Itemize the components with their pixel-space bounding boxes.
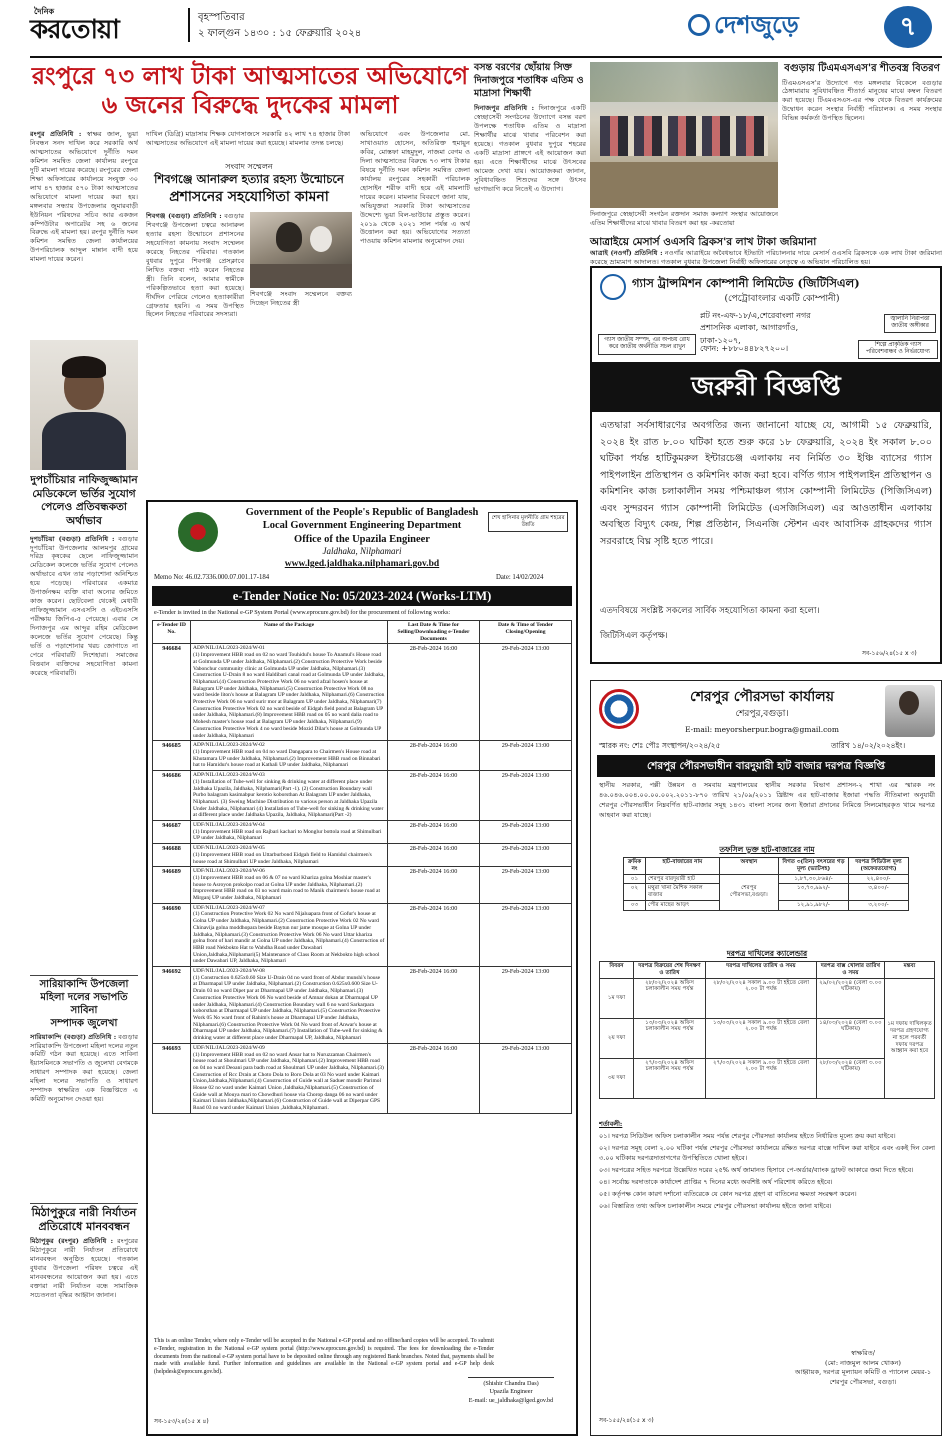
sherpur-notice (590, 680, 942, 1436)
table1-header-row (624, 858, 909, 875)
table2-caption: দরপত্র দাখিলের ক্যালেন্ডার (726, 949, 808, 958)
story-3-dateline: মিঠাপুকুর (রংপুর) প্রতিনিধি : (30, 1237, 114, 1246)
table-cell: 28-Feb-2024 16:00 (388, 844, 480, 867)
table-cell: ২৮/০২/২০২৪ অফিস চলাকালীন সময় পর্যন্ত (634, 978, 706, 1018)
table-cell: 946688 (153, 844, 191, 867)
tender-date: Date: 14/02/2024 (496, 574, 544, 581)
portrait-face (899, 691, 919, 715)
table-cell: 29-Feb-2024 13:00 (480, 644, 572, 741)
table-cell: UDF/NIL/JAL/2023-2024/W-07 (1) Construction Protective Work 02 No ward Nijaluapara front of Gofur's house at Golna UP under Jaldhaka, Nilphamari.(2) Construction Protective Work 02 No ward Chinavija golna moddhopara beside Baytun nur jame mosque at Golna UP under Jaldhaka, Nilphamari.(3) Construction Protective Work 06 No ward Uttar khariza golna front of hari mandir at Golna UP under Jaldhaka, Nilphamari.(4) Construction of HBB road Nekbokto Hat to Wahdha Road under Dawabari Union,Jaldhaka,Nilphamari(5) Maintenance of Class Room at Nekbokto high school under Dawabari UP, Jaldhaka, Nilphamari (191, 903, 388, 966)
fine-story (590, 236, 942, 266)
gtcl-slogan-right-1: জ্বালানি নিরাপত্তা জাতীয় অঙ্গীকার (884, 314, 936, 333)
story-1-headline: দুপচাঁচিয়ার নাফিজুজ্জামান মেডিকেলে ভর্তির সুযোগ পেলেও প্রতিবন্ধকতা অর্থাভাব (30, 474, 138, 532)
gtcl-logo (600, 274, 626, 300)
fine-body (590, 249, 942, 267)
term-item: ০৪। সর্বোচ্চ দরদাতাকে কার্যাদেশ প্রাপ্তির ৭ দিনের মধ্যে অবশিষ্ট অর্থ পরিশোধ করিতে হইবে। (599, 1178, 833, 1187)
table-cell: 29-Feb-2024 13:00 (480, 967, 572, 1044)
sherpur-memo: স্মারক নং: শেঃ পৌঃ সংস্থাপন/২০২৪/২৫ (599, 741, 721, 750)
seminar-caption-text: শিবগঞ্জে সংবাদ সম্মেলনে বক্তব্য দিচ্ছেন নিহতের স্ত্রী (250, 290, 352, 307)
story-1-body (30, 535, 138, 975)
table-cell: 28-Feb-2024 16:00 (388, 903, 480, 966)
table-cell: 946685 (153, 741, 191, 771)
table1-header: হাট-বাজারের নাম (646, 858, 720, 875)
table-cell: ১২,৯১,৯৮২/- (779, 901, 849, 911)
table-cell: 946686 (153, 771, 191, 821)
gtcl-notice (590, 266, 942, 664)
gtcl-title-bar (592, 362, 940, 412)
table-cell: ADP/NIL/JAL/2023-2024/W-01 (1) Improvement HBB road on 02 no ward Touhidul's house To Anamul's House road at Golmunda UP under Jaldhaka, Nilphamari.(2) Construction Protective Work beside Vabonchur community clinic at Golmunda UP under Jaldhaka, Nilphamari.(3) Construction U-Drain 8 no ward Haldibari canal road at Golmunda UP under Jaldhaka, Nilphamari.(4) Construction Protective Work 06 no ward afzal hosen's house at Balagram UP under Jaldhaka, Nilphamari.(5) Construction Protective Work 08 no ward beside liton's house at Balagram UP under Jaldhaka, Nilphamari.(6) Construction Protective Work 06 no ward surir mor at Balagram UP under Jaldhaka, Nilphamari(7) Construction Protective Work 02 no ward beside of Eidgah field pond at Balagram UP under Jaldhaka, Nilphamari.(8) Improvement HBB road on 05 no ward dalia road to Mohesh master's house road at Balagram UP under Jaldhaka, Nilphamari.(9) Construction Protective Work 4 no ward beside Mozid Dilar's house at Golmunda UP under Jaldhaka, Nilphamari (191, 644, 388, 741)
lead-body: স্বাক্ষর জাল, ভুয়া নিবন্ধন সনদ দাখিল করে সরকারি অর্থ আত্মসাতের অভিযোগে দুর্নীতি দমন কমিশন সমন্বিত জেলা কার্যালয় রংপুরে দুটি মামলা দায়ের করেছে। রংপুরের জেলা শিক্ষা অফিসারের কার্যালয়ে সংযুক্ত ৩০ লাখ ৪৭ হাজার ৫৭০ টাকা আত্মসাতের অভিযোগে মামলা দায়ের করা হয়। মঙ্গলবার সন্ধ্যায় উপজেলার জুমারবাড়ী ইউনিয়ন পরিষদের সচিব আর একজন কম্পিউটার অপারেটর সহ ৬ জনের বিরুদ্ধে এই মামলা হয়। রংপুর দুর্নীতি দমন কমিশন সমন্বিত জেলা কার্যালয়ের উপপরিচালক আব্দুল মান্নান বাদী হয়ে মামলা দায়ের করেন। (30, 130, 138, 264)
calendar-table (599, 961, 935, 1099)
masthead-divider (188, 8, 190, 42)
sherpur-office: শেরপুর পৌরসভা কার্যালয় (690, 689, 834, 705)
seminar-photo (250, 212, 352, 288)
tmss-headline: বগুড়ায় টিএমএসএস'র শীতবস্ত্র বিতরণ (784, 63, 940, 74)
table-cell: 29-Feb-2024 13:00 (480, 821, 572, 844)
table-cell: UDF/NIL/JAL/2023-2024/W-09 (1) Improvement HBB road on 02 no ward Ansar hat to Nuruzzaman Chairmen's house road at Shoulmari UP under Jaldhaka, Nilphamari.(2) Improvement HBB road on 04 no ward Deoani para badh road at Shoulmari UP under Jaldhaka, Nilphamari.(3) Construction of Rcc Drain at Choto Dola to Boro Dola at 03 No ward under Kaimari Union,Jaldhaka,Nilphamari.(4) Construction of Guide wall at Saduer mondir Parimol House 02 no ward under Kaimari Union ,Jaldhaka,Nilphamari.(5) Construction of Guide wall at Mouya mari to Chowdhuri house via Chorop danga 06 no ward under Kaimari Union Jaldhaka,Nilphamari.(6) Construction of Guide wall at Diperpar GPS Road 03 no ward under Kaimari Union ,Jaldhaka,Nilphamari. (191, 1043, 388, 1113)
table1-header: দরপত্র সিডিউল মূল্য (অফেরতযোগ্য) (849, 858, 909, 875)
table-row (153, 844, 572, 867)
tender-sign-name: (Shishir Chandra Das) (483, 1380, 539, 1387)
seminar-caption (250, 290, 352, 360)
table-row (153, 967, 572, 1044)
tender-title-bar (152, 586, 572, 606)
tender-footer: This is an online Tender, where only e-Tender will be accepted in the National e-GP portal and no offline/hard copies will be accepted. To submit e-Tender, registration in the National e-GP system portal (http://www.eprocure.gov.bd) is required. The fees for downloading the e-Tender documents from the national e-GP system portal have to be deposited online through any registered Bank branches. Noted that, payments shall be made with available fund. Further information and guidelines are available in the National e-GP system portal and e-GP help desk (helpdesk@eprocure.gov.bd). (154, 1338, 494, 1376)
story-3-body (30, 1237, 138, 1447)
table-cell: ৩,২০০/- (849, 901, 909, 911)
seminar-headline-1: শিবগঞ্জে আনারুল হত্যার রহস্য উন্মোচনে (154, 172, 344, 187)
mujib-portrait (885, 685, 935, 737)
table-cell: 29-Feb-2024 13:00 (480, 771, 572, 821)
tender-header-cell: Date & Time of Tender Closing/Opening (480, 621, 572, 644)
table-cell: 946690 (153, 903, 191, 966)
table-cell: ৩,৪০০/- (849, 884, 909, 901)
table-row (600, 1058, 935, 1098)
table1-header: বিগত ৩(তিন) বৎসরের গড় মূল্য (ভ্যাটসহ) (779, 858, 849, 875)
tender-header-cell: Name of the Package (191, 621, 388, 644)
lead-column-3 (360, 130, 470, 532)
seminar-body-left (146, 212, 244, 382)
sherpur-town: শেরপুর,বগুড়া। (735, 709, 789, 719)
table-cell: ০৩ (624, 901, 646, 911)
table-cell: UDF/NIL/JAL/2023-2024/W-04 (1) Improvement HBB road on Rajbari kachari to Monglur bottola road at Shimulbari UP under Jaldhaka, Nilphamari (191, 821, 388, 844)
lged-logo (178, 512, 218, 552)
table-cell: ০১ (624, 874, 646, 884)
tree-shape (590, 62, 778, 102)
table-cell: 29-Feb-2024 13:00 (480, 844, 572, 867)
table-shape (250, 264, 352, 288)
table-cell: ADP/NIL/JAL/2023-2024/W-03 (1) Installation of Tube-well for sinking & drinking water at different place under Jaldhaka Upazila, Jaldhaka, Nilphamari(Part -1). (2) Construction Boundary wall Purbo balagram kasimabpur kerotio koborsthan At Balagram UP under Jaldhaka, Nilphamari. (3) Sweing Machine Distribution to various person at Jaldhaka Upazila Under Jaldhaka, Nilphamari (4) Installation of Tube-well for sinking & drinking water at different place under Jaldhaka Upazila, Jaldhaka, Nilphamari(Part -2) (191, 771, 388, 821)
tender-web: www.lged.jaldhaka.nilphamari.gov.bd (284, 558, 440, 569)
hat-bazar-table (623, 857, 909, 911)
table-cell: 946692 (153, 967, 191, 1044)
tender-notice (146, 500, 578, 1436)
table-cell: ১৩/০৩/২০২৪ সকাল ৯.০০ টা হইতে বেলা ২.০০ টা পর্যন্ত (706, 1018, 817, 1058)
term-item: ০৬। বিস্তারিত তথ্য অফিস চলাকালীন সময়ে শেরপুর পৌরসভা কার্যালয় হইতে জানা যাইবে। (599, 1202, 832, 1211)
gtcl-phone: ফোন: +৮৮০৪৪৮২৭২০০। (700, 344, 789, 353)
story-3-text: রংপুরের মিঠাপুকুরে নারী নির্যাতন প্রতিরোধে মানববন্ধন অনুষ্ঠিত হয়েছে। গতকাল বুধবার উপজেলা পরিষদ চত্বরে এই মানববন্ধনের আয়োজন করা হয়। এতে বক্তারা নারী নির্যাতন বন্ধে সামাজিক সচেতনতা বৃদ্ধির আহ্বান জানান। (30, 1237, 138, 1299)
sherpur-intro: স্থানীয় সরকার, পল্লী উন্নয়ন ও সমবায় মন্ত্রণালয়ের স্থানীয় সরকার বিভাগ প্রশাসন-২ শাখা এর স্মারক নং ৪৬.০৪৬.০০৪.০০.০০.০০২.২০১১-৮৭০ তারিখ ২১/০৯/২০১১ খ্রিষ্টাব্দ এর হাট-বাজার ইজারা পদ্ধতি নীতিমালা অনুযায়ী শেরপুর পৌরসভাধীন নিম্নবর্ণিত হাট-বাজার সমূহ ১৪৩১ বাংলা সনের জন্য ইজারা প্রদানের নিমিত্তে সিলমোহরকৃত খামে দরপত্র আহবান করা যাচ্ছে। (599, 781, 935, 819)
table-cell: ১৩,৭৩,৯৯২/- (779, 884, 849, 901)
globe-icon (688, 14, 710, 36)
section-title: দেশজুড়ে (714, 10, 799, 39)
hat-bazar-table-grid (623, 857, 909, 911)
table-row (153, 867, 572, 904)
fine-text: নওগাঁর আত্রাইয়ে অবৈধভাবে ইটভাটা পরিচালনার দায়ে মেসার্স ওএসবি ব্রিকসকে এক লাখ টাকা জরিমানা করেছে ভ্রাম্যমাণ আদালত। গতকাল বুধবার উপজেলা নির্বাহী অফিসারের নেতৃত্বে এ অভিযান পরিচালিত হয়। (590, 249, 942, 267)
table-cell: 28-Feb-2024 16:00 (388, 644, 480, 741)
table-row (600, 1018, 935, 1058)
tender-table-grid (152, 620, 572, 1114)
table1-caption: তফসিল ভুক্ত হাট-বাজারের নাম (719, 845, 815, 854)
page-number: ৭ (899, 12, 917, 42)
lead-col3-body: অভিযোগে এবং উপজেলার মো. সাখাওয়াত হোসেন, অতিরিক্ত হুমায়ুন কবির, মোস্তফা মাহমুদুল, নাজমা বেগম ও দিলা আত্মসাতের বিরুদ্ধে ৭৩ লাখ টাকার বিষয়ে দুর্নীতি দমন কমিশন সমন্বিত জেলা কার্যালয় রংপুরের সহকারী পরিচালক হোসাইন শরীফ বাদী হয়ে এই মামলাটি দায়ের করেন। মামলার বিবরণে জানা যায়, অভিযুক্তরা সরকারি টাকা আত্মসাতের উদ্দেশ্যে ভুয়া বিল-ভাউচার প্রস্তুত করেন। ২০১৯ থেকে ২০২১ সাল পর্যন্ত এ অর্থ উত্তোলন করা হয়। অভিযোগের সত্যতা পাওয়ায় কমিশন মামলার অনুমোদন দেয়। (360, 130, 470, 246)
table1-header: অবস্থান (719, 858, 778, 875)
tender-office: Office of the Upazila Engineer (294, 533, 430, 545)
table-row (153, 644, 572, 741)
signature-scribble (468, 1364, 554, 1378)
table-row (153, 1043, 572, 1113)
table-cell: ২৭/০৩/২০২৪ সকাল ৯.০০ টা হইতে বেলা ২.০০ টা পর্যন্ত (706, 1058, 817, 1098)
tender-header-row (153, 621, 572, 644)
table-cell: ০২ (624, 884, 646, 901)
table-cell: UDF/NIL/JAL/2023-2024/W-06 (1) Improvement HBB road on 06 & 07 no ward Khariza golna Moshiar master's house to Asroyon prokolpo road at Golna UP under Jaldhaka, Nilphamari.(2) Improvement HBB road on 03 no ward main road to Manik chairmen's house road at Mirganj UP under Jaldhaka, Nilphamari (191, 867, 388, 904)
table-cell: ২য় দফা (600, 1018, 634, 1058)
table-row (153, 903, 572, 966)
section-banner (688, 2, 943, 52)
tender-signature (448, 1364, 574, 1405)
table-cell: ১৪/০৩/২০২৪ (বেলা ৩.০০ ঘটিকায়) (817, 1018, 885, 1058)
table2-header: দরপত্র বিক্রয়ের শেষ দিনক্ষণ ও তারিখ (634, 962, 706, 979)
tender-dept: Local Government Engineering Department (262, 520, 462, 532)
tender-ref: সব-১৫৩/২৪(১৫ x ৪) (154, 1418, 209, 1425)
person-silhouette (276, 222, 302, 252)
tender-table (152, 620, 572, 1114)
sherpur-email: E-mail: meyorsherpur.bogra@gmail.com (685, 725, 839, 734)
sherpur-ref: সব-১৫৫/২৪(১৫ x ৩) (599, 1417, 654, 1424)
story-1-dateline: দুপচাঁচিয়া (বগুড়া) প্রতিনিধি : (30, 534, 115, 543)
story-2-headline: সারিয়াকান্দি উপজেলা মহিলা দলের সভাপতি সাবিনা (30, 975, 138, 1017)
table-row (624, 874, 909, 884)
table-cell: 946693 (153, 1043, 191, 1113)
top-mid-body (474, 104, 586, 434)
table-cell: ২৭/০৩/২০২৪ অফিস চলাকালীন সময় পর্যন্ত (634, 1058, 706, 1098)
gtcl-address: প্লট নং-এফ-১৮/এ,শেরেবাংলা নগর প্রশাসনিক এলাকা, আগারগাঁও, ঢাকা-১২০৭, (700, 311, 811, 345)
table-cell: শেরপুর পৌরসভা,বগুড়া। (719, 874, 778, 910)
table-cell: ১৩/০৩/২০২৪ অফিস চলাকালীন সময় পর্যন্ত (634, 1018, 706, 1058)
student-photo (30, 340, 138, 470)
table-cell: ২৮/০৩/২০২৪ (বেলা ৩.০০ ঘটিকায়) (817, 1058, 885, 1098)
tender-gov: Government of the People's Republic of Bangladesh (245, 507, 479, 518)
story-3-headline: মিঠাপুকুরে নারী নির্যাতন প্রতিরোধে মানববন্ধন (30, 1203, 138, 1235)
tender-sign-email: E-mail: ue_jaldhaka@lged.gov.bd (468, 1396, 554, 1404)
fine-headline: আত্রাইয়ে মেসার্স ওএসবি ব্রিকস'র লাখ টাকা জরিমানা (590, 236, 817, 248)
table-cell: 28-Feb-2024 16:00 (388, 771, 480, 821)
tender-title: e-Tender Notice No: 05/2023-2024 (Works-LTM) (232, 589, 492, 603)
seminar-kicker: সংবাদ সম্মেলন (225, 162, 273, 171)
tender-header-cell: Last Date & Time for Selling/Downloading e-Tender Documents (388, 621, 480, 644)
shirt-shape (42, 412, 126, 470)
table-cell: ৩য় দফা (600, 1058, 634, 1098)
lead-column-1 (30, 130, 138, 340)
table-cell: UDF/NIL/JAL/2023-2024/W-08 (1) Construction 0.625x0.60 Size U-Drain 04 no ward front of Abdur munshi's house at Dharmapal UP under Jaldhaka, Nilphamari.(2) Construction 0.625x0.600 Size U-Drain 03 no ward Dipet par at Dharmapal UP under Jaldhaka, Nilphamari.(3) Construction Protective Work 06 No ward beside of Amnar dokan at Dharmapal UP under Jaldhaka, Nilphamari.(4) Construction Boundary wall 6 no ward Sarkarpara koborsthan at Dharmapal UP under Jaldhaka, Nilphamari.(5) Construction Protective Work 05 No ward front of Rahim's house at Dharmapal UP under Jaldhaka, Nilphamari.(6) Construction Protective Work 04 No ward front of Anwar's house at Dharmapal UP under Jaldhaka, Nilphamari.(7) Installation of Tube-well for sinking & drinking water at different place under Dharmapal UP, Jaldhaka, Nilphamari (191, 967, 388, 1044)
sign-name: (মো: নাজমুল আলম খোকন) (825, 1358, 901, 1367)
gtcl-closing: এতদবিষয়ে সংশ্লিষ্ট সকলের সার্বিক সহযোগিতা কামনা করা হলো। (600, 606, 820, 616)
gtcl-sub: (পেট্রোবাংলার একটি কোম্পানী) (724, 294, 840, 304)
table-cell: 28-Feb-2024 16:00 (388, 821, 480, 844)
tmss-body: টিএমএসএস'র উদ্যোগে গত মঙ্গলবার বিকেলে বগুড়ার ঠেঙ্গামারায় সুবিধাবঞ্চিত শীতার্ত মানুষের মাঝে কম্বল বিতরণ করা হয়েছে। টিএমএসএস-এর পক্ষ থেকে বিতরণ কার্যক্রমের উদ্বোধন করেন সংস্থার নির্বাহী পরিচালক। এ সময় সংস্থার বিভিন্ন কর্মকর্তা উপস্থিত ছিলেন। (782, 78, 942, 123)
sign-label: স্বাক্ষরিত/ (851, 1349, 875, 1357)
date-line: বৃহস্পতিবার ২ ফাল্গুন ১৪৩০ : ১৫ ফেব্রুয়ারি ২০২৪ (198, 12, 362, 39)
table-row (153, 741, 572, 771)
masthead (0, 0, 945, 58)
sherpur-title: শেরপুর পৌরসভাধীন বারদুয়ারী হাট বাজার দরপত্র বিজ্ঞপ্তি (647, 760, 885, 772)
table2-header-row (600, 962, 935, 979)
seminar-headline-2: প্রশাসনের সহযোগিতা কামনা (169, 188, 329, 205)
sherpur-signature (791, 1349, 935, 1387)
table-row (153, 821, 572, 844)
gtcl-sign: জিটিসিএল কর্তৃপক্ষ। (600, 630, 668, 640)
lead-headline-1: রংপুরে ৭৩ লাখ টাকা আত্মসাতের অভিযোগে (31, 61, 469, 90)
paper-small-label: দৈনিক (34, 6, 55, 16)
lead-col2-body: দাখিল (ডিগ্রি) মাদ্রাসায় শিক্ষক যোগসাজসে সরকারি ৪২ লাখ ৭৪ হাজার টাকা আত্মসাতের অভিযোগে এই মামলা দায়ের করা হয়েছে। মামলার তদন্ত চলছে। (146, 130, 350, 147)
top-mid-headline: বসন্ত বরণের ছোঁয়ায় সিক্ত দিনাজপুরে শতাধিক এতিম ও মাদ্রাসা শিক্ষার্থী (474, 62, 584, 99)
table-cell: 28-Feb-2024 16:00 (388, 867, 480, 904)
table-cell: 946684 (153, 644, 191, 741)
story-2-dateline: সারিয়াকান্দি (বগুড়া) প্রতিনিধি : (30, 1032, 117, 1041)
table-cell: 29-Feb-2024 13:00 (480, 903, 572, 966)
calendar-table-grid (599, 961, 935, 1099)
tender-header-cell: e-Tender ID No. (153, 621, 191, 644)
gtcl-ref: সব-১৫৬/২৪(১৫ x ৩) (862, 650, 917, 657)
tmss-story (782, 62, 942, 252)
tender-sign-title: Upazila Engineer (489, 1388, 533, 1396)
story-2-body (30, 1033, 138, 1203)
seminar-dateline: শিবগঞ্জ (বগুড়া) প্রতিনিধি : (146, 212, 222, 220)
table2-header: মন্তব্য (885, 962, 935, 979)
gtcl-name: গ্যাস ট্রান্সমিশন কোম্পানী লিমিটেড (জিটিসিএল) (632, 276, 860, 290)
masthead-rule (30, 56, 942, 58)
person-silhouette (310, 226, 332, 252)
terms-block (599, 1119, 935, 1347)
term-item: ০১। দরপত্র সিডিউল অফিস চলাকালীন সময় পর্যন্ত শেরপুর পৌরসভা কার্যালয় হইতে নির্ধারিত মূল্যে ক্রয় করা যাইবে। (599, 1132, 896, 1141)
table-cell: ২৮/০২/২০২৪ সকাল ৯.০০ টা হইতে বেলা ২.০০ টা পর্যন্ত (706, 978, 817, 1018)
fine-dateline: আত্রাই (নওগাঁ) প্রতিনিধি : (590, 249, 663, 258)
top-mid-text: দিনাজপুরে একটি স্বেচ্ছাসেবী সংগঠনের উদ্যোগে বসন্ত বরণ উপলক্ষে শতাধিক এতিম ও মাদ্রাসা শিক্ষার্থীর মাঝে খাবার পরিবেশন করা হয়েছে। গতকাল বুধবার দুপুরে শহরের একটি মাদ্রাসা প্রাঙ্গণে এই আয়োজন করা হয়। এতে শিক্ষার্থীদের মাঝে উৎসবের আমেজ দেখা যায়। আয়োজকরা জানান, সুবিধাবঞ্চিত শিশুদের সঙ্গে উৎসব ভাগাভাগি করে নিতেই এ উদ্যোগ। (474, 104, 586, 194)
table-cell: ২৯/০২/২০২৪ (বেলা ৩.০০ ঘটিকায়) (817, 978, 885, 1018)
table-cell: 28-Feb-2024 16:00 (388, 741, 480, 771)
table-cell: মথুরা খানা মৈশিক সকাল বাজার (646, 884, 720, 901)
page-number-badge (884, 6, 932, 48)
table-cell: 29-Feb-2024 13:00 (480, 741, 572, 771)
tender-memo: Memo No: 46.02.7336.000.07.001.17-184 (154, 574, 270, 581)
sign-org: শেরপুর পৌরসভা, বগুড়া। (829, 1377, 897, 1386)
table-cell: ২২,৪০০/- (849, 874, 909, 884)
terms-title: শর্তাবলী: (599, 1120, 623, 1128)
gtcl-slogan-left: গ্যাস জাতীয় সম্পদ, এর অপচয় রোধ করে জাতীয় অর্থনীতি সচল রাখুন (598, 334, 696, 355)
top-mid-dateline: দিনাজপুর প্রতিনিধি : (474, 104, 535, 113)
lead-dateline: রংপুর প্রতিনিধি : (30, 130, 82, 138)
sherpur-title-bar (597, 755, 935, 777)
crowd-shape (600, 116, 768, 156)
seminar-story (146, 162, 352, 532)
sign-title: আহ্বায়ক, দরপত্র মূল্যায়ন কমিটি ও প্যানেল মেয়র-১ (794, 1368, 932, 1377)
table-cell: 29-Feb-2024 13:00 (480, 867, 572, 904)
hair-shape (62, 356, 106, 378)
table2-header: বিবরন (600, 962, 634, 979)
table-cell: ১ম দফায় দাখিলকৃত দরপত্র গ্রহণযোগ্য না হলে পরবর্তী দফায় দরপত্র আহ্বান করা হবে (885, 978, 935, 1098)
term-item: ০৫। কর্তৃপক্ষ কোন কারণ দর্শানো ব্যতিরেকে যে কোন দরপত্র গ্রহণ বা বাতিলের ক্ষমতা সংরক্ষণ করেন। (599, 1190, 857, 1199)
table-cell: 946689 (153, 867, 191, 904)
top-mid-story (474, 62, 586, 462)
term-item: ০২। দরপত্র সমূহ বেলা ২.০০ ঘটিকা পর্যন্ত শেরপুর পৌরসভা কার্যালয়ে রক্ষিত দরপত্র বাক্সে দাখিল করা যাইবে এবং একই দিন বেলা ৩.০০ ঘটিকায় দরপত্রদাতাগণের উপস্থিতিতে খোলা হইবে। (599, 1144, 935, 1163)
tender-place: Jaldhaka, Nilphamari (322, 546, 402, 557)
table-cell: 946687 (153, 821, 191, 844)
tender-badge: শেখ হাসিনার মূলনীতি গ্রাম শহরের উন্নতি (488, 512, 568, 532)
table-cell: ১,৮৭,৩০,৮৬৪/- (779, 874, 849, 884)
table-cell: 28-Feb-2024 16:00 (388, 967, 480, 1044)
lead-column-2 (146, 130, 350, 158)
table-cell: ADP/NIL/JAL/2023-2024/W-02 (1) Improvement HBB road on 04 no ward Dangapara to Chairmen's House road at Khutamara UP under Jaldhaka, Nilphamari.(2) Improvement HBB road on Binnabari hat to Hamidur's house road at Kathali UP under Jaldhaka, Nilphamari (191, 741, 388, 771)
paper-name: করতোয়া (30, 15, 119, 45)
term-item: ০৩। দরপত্রের সহিত দরপত্রে উল্লেখিত দরের ২৫% অর্থ জামানত হিসাবে পে-অর্ডার/ব্যাংক ড্রাফট আকারে জমা দিতে হইবে। (599, 1166, 914, 1175)
table-cell: শেরপুর বারদুয়ারী হাট (646, 874, 720, 884)
table-cell: 28-Feb-2024 16:00 (388, 1043, 480, 1113)
table-row (153, 771, 572, 821)
ground-shape (590, 162, 778, 208)
left-column (30, 474, 138, 1434)
table-cell: UDF/NIL/JAL/2023-2024/W-05 (1) Improvement HBB road on Uttarburbond Eidgah field to Hamidul chairmen's house road at Shimulbari UP under Jaldhaka, Nilphamari (191, 844, 388, 867)
table2-header: দরপত্র বাক্স খোলার তারিখ ও সময় (817, 962, 885, 979)
event-photo-caption (590, 210, 778, 234)
gtcl-notice-body: এতদ্বারা সর্বসাধারণের অবগতির জন্য জানানো যাচ্ছে যে, আগামী ১৫ ফেব্রুয়ারি, ২০২৪ ইং রাত ৮.০০ ঘটিকা হতে শুরু করে ১৮ ফেব্রুয়ারি, ২০২৪ ইং সকাল ৮.০০ ঘটিকা পর্যন্ত হাটিকুমরুল ইন্টারচেঞ্জ এলাকায় নব নির্মিত ৩০ ইঞ্চি ব্যাসের গ্যাস পাইপলাইন প্রতিস্থাপন ও কমিশনিং কাজ করা হবে। বর্ণিত গ্যাস পাইপলাইন প্রতিস্থাপন ও কমিশনিং কাজ চলাকালীন সময় পশ্চিমাঞ্চল গ্যাস কোম্পানী লিমিটেড (পিজিসিএল) এবং সুন্দরবন গ্যাস কোম্পানী লিমিটেড (এসজিসিএল) এর আওতাধীন এলাকায় অবস্থিত বিদ্যুৎ কেন্দ্র, শিল্প প্রতিষ্ঠান, সিএনজি স্টেশন এবং আবাসিক গ্রাহকদের গ্যাস সরবরাহে বিঘ্ন সৃষ্টি হতে পারে। (600, 420, 932, 547)
event-caption-text: দিনাজপুরে স্বেচ্ছাসেবী সংগঠন রক্তদান সমাজ কল্যাণ সংস্থার আয়োজনে এতিম শিক্ষার্থীদের মাঝে খাবার বিতরণ করা হয় -করতোয়া (590, 210, 778, 227)
lead-headline-2: ৬ জনের বিরুদ্ধে দুদকের মামলা (101, 89, 399, 119)
story-1-text: বগুড়ার দুপচাঁচিয়া উপজেলার আলমপুর গ্রামের দরিদ্র কৃষকের ছেলে নাফিজুজ্জামান মেডিকেল কলেজে ভর্তির সুযোগ পেলেও অর্থাভাবে এখন তার পড়াশোনা অনিশ্চিত হয়ে পড়েছে। পরিবারের একমাত্র উপার্জনক্ষম ব্যক্তি বাবা অন্যের জমিতে কাজ করেন। ছোটবেলা থেকেই মেধাবী নাফিজুজ্জামান এসএসসি ও এইচএসসি পরীক্ষায় জিপিএ-৫ পেয়েছে। এবার সে দিনাজপুর এম আব্দুর রহিম মেডিকেল কলেজে ভর্তির সুযোগ পেয়েছে। কিন্তু ভর্তি ও পড়াশোনার খরচ জোগাতে না পেরে পরিবারটি দিশেহারা। সমাজের বিত্তবান ব্যক্তিদের সহযোগিতা কামনা করেছে পরিবারটি। (30, 534, 138, 677)
table-cell: 29-Feb-2024 13:00 (480, 1043, 572, 1113)
table-cell: পৌর মাছের আড়ৎ (646, 901, 720, 911)
story-2-text: বগুড়ার সারিয়াকান্দি উপজেলা মহিলা দলের নতুন কমিটি গঠন করা হয়েছে। এতে সাবিনা ইয়াসমিনকে সভাপতি ও জুলেখা বেগমকে সাধারণ সম্পাদক করা হয়েছে। জেলা মহিলা দলের সভাপতি ও সাধারণ সম্পাদক স্বাক্ষরিত এক বিজ্ঞপ্তিতে এ কমিটি অনুমোদন দেওয়া হয়। (30, 1032, 138, 1104)
event-photo (590, 62, 778, 208)
table-row (600, 978, 935, 1018)
gtcl-notice-title: জরুরী বিজ্ঞপ্তি (691, 372, 841, 402)
sherpur-date: তারিখ ১৪/০২/২০২৪ইং। (831, 741, 906, 750)
seminar-body: বগুড়ার শিবগঞ্জে উপজেলা চত্বরে আনারুল হত্যার রহস্য উন্মোচনে প্রশাসনের সহযোগিতা কামনায় সংবাদ সম্মেলন করেছে নিহতের পরিবার। গতকাল বুধবার দুপুরে শিবগঞ্জ প্রেসক্লাবে লিখিত বক্তব্য পাঠ করেন নিহতের স্ত্রী। তিনি বলেন, আমার স্বামীকে পরিকল্পিতভাবে হত্যা করা হয়েছে। দীর্ঘদিন পেরিয়ে গেলেও হত্যাকারীরা গ্রেফতার হয়নি। এ সময় উপস্থিত ছিলেন নিহতের পরিবারের সদস্যরা। (146, 212, 244, 319)
tender-intro: e-Tender is invited in the National e-GP System Portal (www.eprocure.gov.bd) for the procurement of following works: (154, 609, 451, 616)
table1-header: ক্রমিক নং (624, 858, 646, 875)
story-2-subhead: সম্পাদক জুলেখা (50, 1017, 118, 1029)
table2-header: দরপত্র দাখিলের তারিখ ও সময় (706, 962, 817, 979)
table-cell: ১ম দফা (600, 978, 634, 1018)
gtcl-slogan-right-2: শিল্পে প্রাকৃতিক গ্যাস পরিবেশবান্ধব ও নির্ভরযোগ্য (858, 340, 938, 359)
municipality-logo (599, 689, 639, 729)
